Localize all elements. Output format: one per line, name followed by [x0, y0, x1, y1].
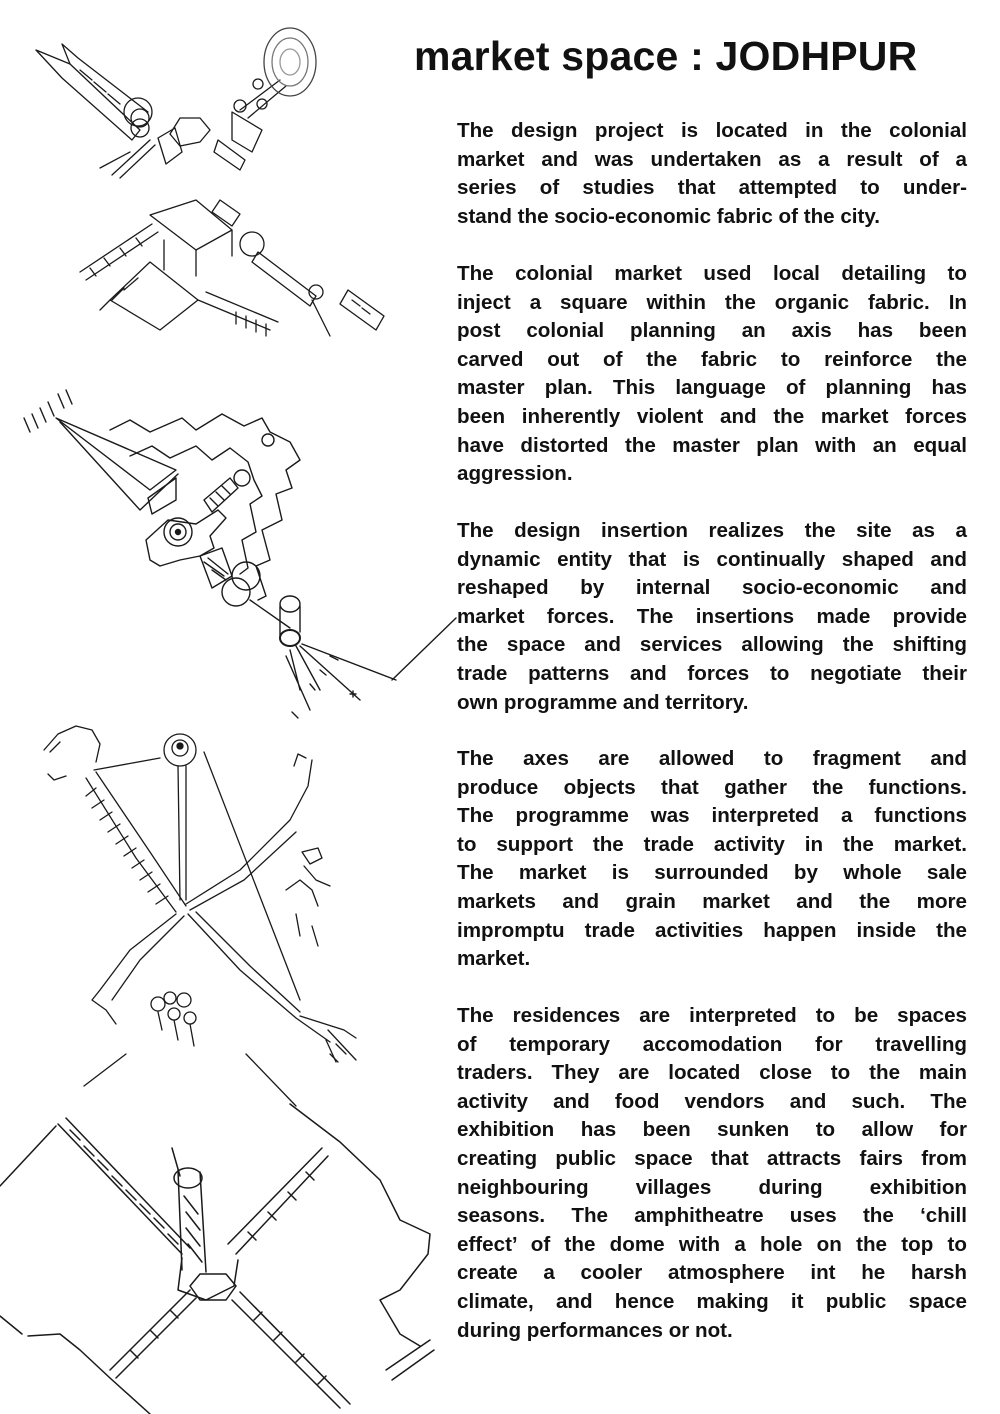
site-plan-axis-sketch [24, 390, 456, 718]
text-line: post colonial planning an axis has been [457, 319, 967, 343]
cross-axis-tower-sketch [0, 1104, 434, 1414]
text-line: The design project is located in the colonial [457, 119, 967, 142]
text-line: reshaped by internal socio-economic and [457, 576, 967, 600]
text-line: of temporary accomodation for travelling [457, 1032, 967, 1056]
text-line: master plan. This language of planning has [457, 376, 967, 400]
text-line: creating public space that attracts fairs from [457, 1146, 967, 1170]
text-line: seasons. The amphitheatre uses the ‘chill [457, 1204, 967, 1228]
text-line: market and was undertaken as a result of a [457, 147, 967, 171]
text-line: The colonial market used local detailing to [457, 262, 967, 285]
paragraph-axes [457, 745, 967, 974]
text-line: own programme and territory. [457, 690, 749, 714]
text-line: trade patterns and forces to negotiate their [457, 661, 967, 685]
text-line: during performances or not. [457, 1318, 733, 1342]
text-line: traders. They are located close to the main [457, 1061, 967, 1085]
text-line: effect’ of the dome with a hole on the top to [457, 1232, 967, 1256]
paragraph-colonial-market [457, 260, 967, 489]
text-line: neighbouring villages during exhibition [457, 1175, 967, 1199]
page-title: market space : JODHPUR [414, 33, 918, 79]
text-line: The programme was interpreted a functions [457, 804, 967, 828]
text-line: dynamic entity that is continually shaped and [457, 547, 967, 571]
text-line: aggression. [457, 462, 573, 486]
text-line: exhibition has been sunken to allow for [457, 1118, 967, 1142]
text-line: markets and grain market and the more [457, 889, 967, 913]
sketch-column [0, 0, 460, 1414]
paragraph-design-insertion [457, 517, 967, 717]
text-line: climate, and hence making it public space [457, 1289, 967, 1313]
paragraph-intro [457, 117, 967, 231]
text-line: impromptu trade activities happen inside the [457, 918, 967, 942]
text-line: activity and food vendors and such. The [457, 1089, 967, 1113]
figurative-body-sketch [44, 726, 356, 1106]
text-line: been inherently violent and the market forces [457, 404, 967, 428]
text-line: The design insertion realizes the site as a [457, 519, 967, 542]
axonometric-market-sketch [36, 28, 384, 336]
text-line: market. [457, 947, 531, 971]
sketch-illustrations [0, 0, 460, 1414]
text-line: market forces. The insertions made provide [457, 604, 967, 628]
text-line: have distorted the master plan with an equal [457, 433, 967, 457]
text-line: create a cooler atmosphere int he harsh [457, 1261, 967, 1285]
paragraph-residences [457, 1002, 967, 1345]
text-line: The axes are allowed to fragment and [457, 747, 967, 770]
text-line: series of studies that attempted to under- [457, 176, 967, 200]
text-line: the space and services allowing the shifting [457, 633, 967, 657]
text-line: inject a square within the organic fabric. In [457, 290, 967, 314]
text-line: stand the socio-economic fabric of the city. [457, 204, 881, 228]
text-line: to support the trade activity in the market. [457, 832, 967, 856]
text-line: produce objects that gather the functions. [457, 775, 967, 799]
text-line: The residences are interpreted to be spaces [457, 1004, 967, 1027]
text-line: The market is surrounded by whole sale [457, 861, 967, 885]
text-line: carved out of the fabric to reinforce the [457, 347, 967, 371]
